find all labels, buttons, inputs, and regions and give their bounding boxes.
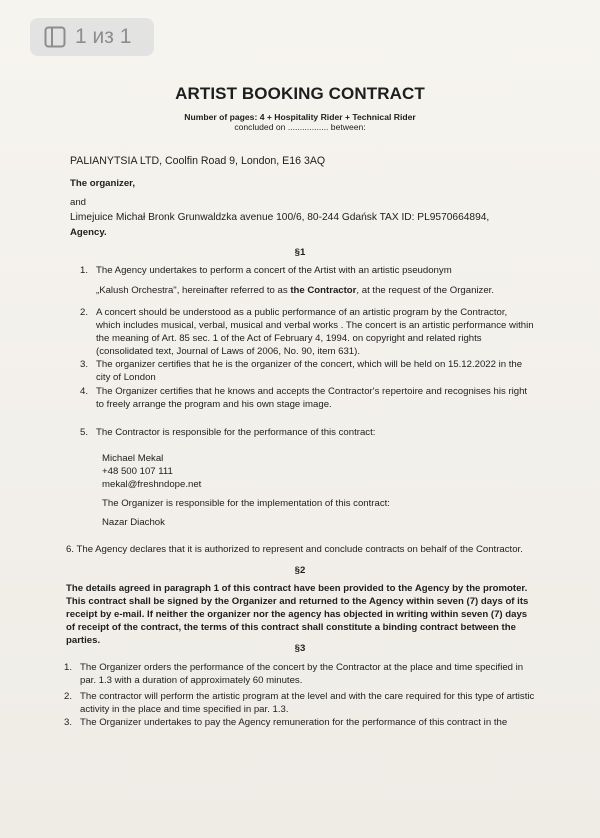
organizer-label: The organizer, xyxy=(70,178,136,189)
s1-item-3: The organizer certifies that he is the organizer of the concert, which will be held on 15.12.2022 in the city of London xyxy=(96,359,523,383)
item-number: 4. xyxy=(80,386,89,397)
agency-label: Agency. xyxy=(70,227,107,238)
item-number: 3. xyxy=(64,717,73,728)
section-1-heading: §1 xyxy=(294,247,306,258)
party-agency: Limejuice Michał Bronk Grunwaldzka avenue 100/6, 80-244 Gdańsk TAX ID: PL9570664894, xyxy=(70,212,490,223)
section-2-text: The details agreed in paragraph 1 of this contract have been provided to the Agency by the promoter. This contract shall be signed by the Organizer and returned to the Agency within seven (7) days of its receipt by e-mail. If neither the organizer nor the agency has objected in writing within seven (7) days of receipt of the contract, the terms of this contract shall constitute a binding contract between the parties. xyxy=(66,583,529,646)
s1-item-6: 6. The Agency declares that it is authorized to represent and conclude contracts on behalf of the Contractor. xyxy=(66,544,523,555)
section-2-heading: §2 xyxy=(294,565,306,576)
item-number: 2. xyxy=(80,307,89,318)
section-3-heading: §3 xyxy=(294,643,306,654)
s3-item-2: The contractor will perform the artistic program at the level and with the care required for this type of artistic activity in the place and time specified in par. 1.3. xyxy=(80,691,535,715)
item-number: 3. xyxy=(80,359,89,370)
s1-item-2: A concert should be understood as a public performance of an artistic program by the Contractor, which includes musical, verbal, musical and verbal works . The concert is an artistic performance within the meaning of Art. 85 sec. 1 of the Act of February 4, 1994. on copyright and related rights (consolidated text, Journal of Laws of 2006, No. 90, item 631). xyxy=(96,307,534,357)
s1-item-4: The Organizer certifies that he knows and accepts the Contractor's repertoire and recognises his right to freely arrange the program and his own stage image. xyxy=(96,386,528,410)
contract-title: ARTIST BOOKING CONTRACT xyxy=(175,84,425,103)
item-number: 5. xyxy=(80,427,89,438)
contractor-contact-email: mekal@freshndope.net xyxy=(102,479,202,490)
concluded-line: concluded on ................. between: xyxy=(234,122,366,132)
and-text: and xyxy=(70,197,87,208)
contractor-contact-name: Michael Mekal xyxy=(102,453,164,464)
item-number: 1. xyxy=(80,265,89,276)
organizer-responsible-text: The Organizer is responsible for the implementation of this contract: xyxy=(102,498,390,509)
s1-item-1-line-1: The Agency undertakes to perform a concert of the Artist with an artistic pseudonym xyxy=(96,265,452,276)
item-number: 1. xyxy=(64,662,73,673)
page-indicator xyxy=(30,18,154,56)
pages-line: Number of pages: 4 + Hospitality Rider + Technical Rider xyxy=(184,112,416,122)
contractor-contact-phone: +48 500 107 111 xyxy=(102,466,173,477)
s1-item-1-line-2: „Kalush Orchestra", hereinafter referred to as the Contractor, at the request of the Organizer. xyxy=(96,285,494,296)
s1-item-5: The Contractor is responsible for the performance of this contract: xyxy=(96,427,376,438)
s3-item-1: The Organizer orders the performance of the concert by the Contractor at the place and time specified in par. 1.3 with a duration of approximately 60 minutes. xyxy=(80,662,524,686)
organizer-responsible-name: Nazar Diachok xyxy=(102,517,165,528)
s3-item-3: The Organizer undertakes to pay the Agency remuneration for the performance of this contract in the xyxy=(80,717,508,728)
item-number: 2. xyxy=(64,691,73,702)
page-thumbnail-icon[interactable] xyxy=(44,26,66,48)
party-organizer: PALIANYTSIA LTD, Coolfin Road 9, London, E16 3AQ xyxy=(70,155,326,167)
page-counter: 1 из 1 xyxy=(75,25,132,48)
